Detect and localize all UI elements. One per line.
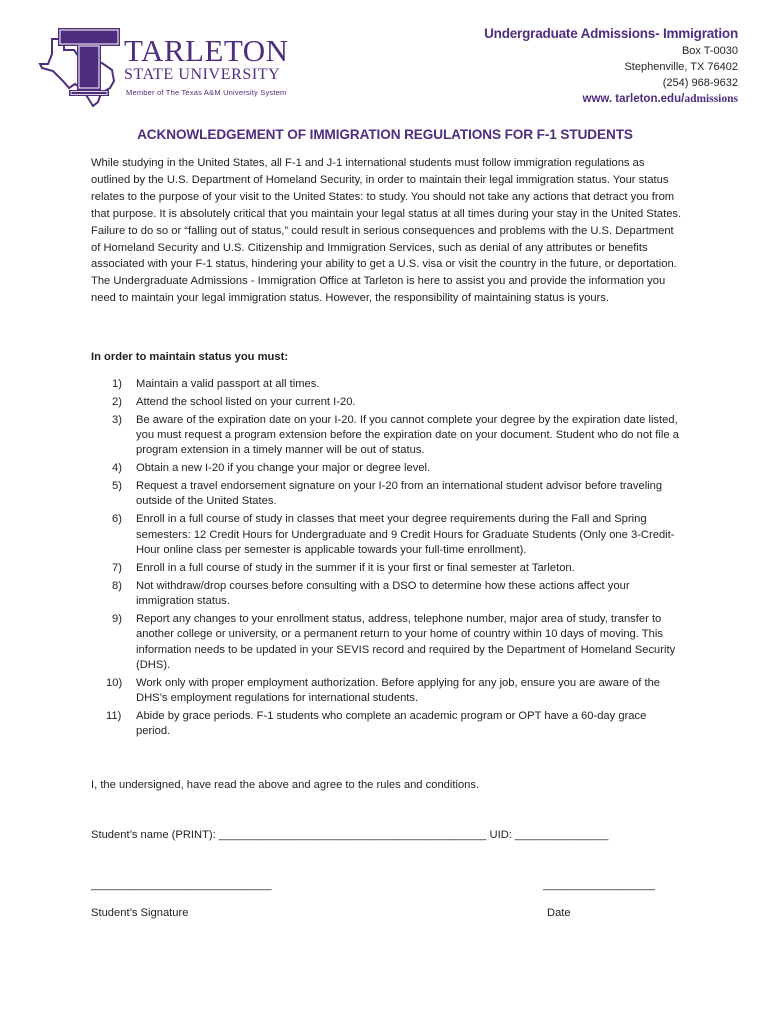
date-label: Date — [547, 907, 571, 919]
list-text: Attend the school listed on your current I-20. — [136, 395, 356, 408]
address-box: Box T-0030 — [681, 45, 738, 57]
list-text: Work only with proper employment authorization. Before applying for any job, ensure you are aware of the DHS’s employment regulations for international students. — [136, 676, 661, 704]
student-name-uid-field[interactable]: Student’s name (PRINT): ___________________________________________ UID: _______________ — [91, 829, 609, 841]
university-logo — [38, 26, 308, 110]
address-city: Stephenville, TX 76402 — [624, 61, 738, 73]
list-number: 6) — [112, 513, 122, 526]
website-prefix: www. tarleton.edu/ — [582, 93, 685, 105]
list-number: 8) — [112, 579, 122, 592]
agreement-statement: I, the undersigned, have read the above and agree to the rules and conditions. — [91, 779, 480, 791]
phone-number: (254) 968-9632 — [662, 77, 738, 89]
list-text: Report any changes to your enrollment status, address, telephone number, major area of study, transfer to another college or university, or a permanent return to your home of country within 10 days of moving. This information needs to be updated in your SEVIS record and required by the Department of Homeland Security (DHS). — [136, 612, 676, 671]
list-number: 1) — [112, 378, 122, 390]
list-text: Enroll in a full course of study in the summer if it is your first or final semester at Tarleton. — [136, 561, 575, 574]
list-item — [91, 395, 683, 410]
list-text: Not withdraw/drop courses before consulting with a DSO to determine how these actions affect your immigration status. — [136, 579, 630, 608]
list-item — [91, 512, 683, 558]
list-text: Obtain a new I-20 if you change your major or degree level. — [136, 462, 431, 475]
list-number: 5) — [112, 480, 122, 493]
list-item — [91, 377, 683, 392]
list-text: Be aware of the expiration date on your I-20. If you cannot complete your degree by the expiration date listed, you must request a program extension before the expiration date on your document. Student who do not file a program extension in a timely manner will be out of status. — [136, 413, 679, 457]
date-line[interactable]: __________________ — [543, 879, 655, 891]
list-number: 10) — [106, 676, 123, 689]
requirements-heading: In order to maintain status you must: — [91, 351, 289, 363]
list-item — [91, 461, 683, 476]
signature-line[interactable]: _____________________________ — [91, 879, 272, 891]
list-text: Enroll in a full course of study in classes that meet your degree requirements during the Fall and Spring semesters: 12 Credit Hours for Undergraduate and 9 Credit Hours for Graduate Students (Only one 3-Credit-Hour online class per semester is applicable towards your full-time enrollment). — [136, 513, 675, 556]
tarleton-t-texas-icon — [38, 26, 124, 110]
list-number: 11) — [106, 709, 122, 722]
list-item — [91, 561, 683, 576]
list-number: 7) — [112, 561, 122, 574]
signature-label: Student’s Signature — [91, 907, 189, 919]
list-text: Request a travel endorsement signature on your I-20 from an international student advisor before traveling outside of the United States. — [136, 480, 663, 508]
list-number: 9) — [112, 612, 122, 625]
list-number: 3) — [112, 413, 122, 426]
requirements-list — [91, 377, 683, 742]
list-text: Maintain a valid passport at all times. — [136, 378, 320, 390]
list-item — [91, 612, 683, 673]
department-name: Undergraduate Admissions- Immigration — [484, 26, 738, 41]
list-number: 4) — [112, 462, 122, 475]
university-subtitle: STATE UNIVERSITY — [124, 66, 281, 83]
list-item — [91, 479, 683, 510]
list-item — [91, 709, 683, 740]
list-item — [91, 579, 683, 610]
office-address-block — [484, 26, 738, 105]
intro-paragraph: While studying in the United States, all F-1 and J-1 international students must follow immigration regulations as outlined by the U.S. Department of Homeland Security, in order to maintain their legal immigration status. Your status relates to the purpose of your visit to the United States: to study. You should not take any actions that detract you from that purpose. It is absolutely critical that you maintain your legal status at all times during your stay in the United States. Failure to do so or “falling out of status,” could result in serious consequences and problems with the U.S. Department of Homeland Security and U.S. Citizenship and Immigration Services, such as denial of any attributes or benefits associated with your F-1 status, hindering your ability to get a U.S. visa or visit the country in the future, or deportation. The Undergraduate Admissions - Immigration Office at Tarleton is here to assist you and provide the information you need to maintain your legal immigration status. However, the responsibility of maintaining status is yours. — [91, 157, 682, 305]
university-name: TARLETON — [124, 33, 289, 68]
website-suffix: admissions — [684, 93, 738, 105]
website-link[interactable] — [484, 93, 738, 105]
list-text: Abide by grace periods. F-1 students who complete an academic program or OPT have a 60-day grace period. — [136, 709, 647, 738]
list-number: 2) — [112, 395, 122, 408]
list-item — [91, 413, 683, 459]
member-tagline: Member of The Texas A&M University System — [126, 88, 287, 97]
list-item — [91, 676, 683, 707]
document-title: ACKNOWLEDGEMENT OF IMMIGRATION REGULATIONS FOR F-1 STUDENTS — [137, 127, 633, 142]
